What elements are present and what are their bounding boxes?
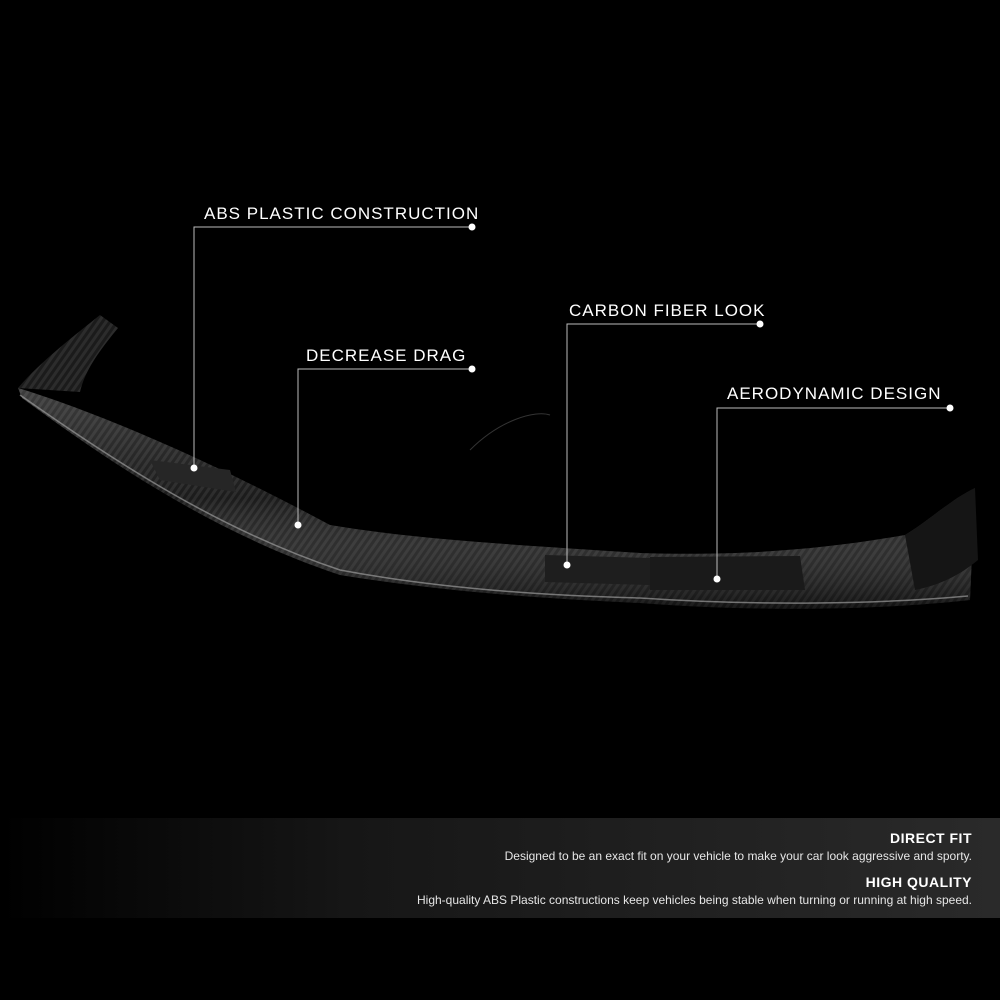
leader-carbon (567, 324, 760, 565)
feature-description: High-quality ABS Plastic constructions keep vehicles being stable when turning or running at high speed. (417, 893, 972, 907)
feature-info-band (0, 818, 1000, 918)
dot-drag-target (295, 522, 302, 529)
dot-carbon-end (757, 321, 764, 328)
panel-right (650, 556, 805, 590)
feature-title: HIGH QUALITY (865, 874, 972, 890)
lip-sheen (18, 388, 975, 609)
feature-description: Designed to be an exact fit on your vehicle to make your car look aggressive and sporty. (504, 849, 972, 863)
callout-carbon-fiber: CARBON FIBER LOOK (569, 301, 766, 320)
dot-aero-target (714, 576, 721, 583)
feature-high-quality (417, 874, 972, 907)
callout-aerodynamic: AERODYNAMIC DESIGN (727, 384, 942, 403)
callout-abs-plastic: ABS PLASTIC CONSTRUCTION (204, 204, 480, 223)
dot-aero-end (947, 405, 954, 412)
feature-direct-fit (505, 830, 972, 863)
feature-title: DIRECT FIT (890, 830, 972, 846)
dot-carbon-target (564, 562, 571, 569)
leader-drag (298, 369, 472, 525)
reflection-arc (470, 414, 550, 450)
callout-decrease-drag: DECREASE DRAG (306, 346, 467, 365)
panel-center (545, 555, 650, 585)
dot-abs-target (191, 465, 198, 472)
dot-drag-end (469, 366, 476, 373)
dot-abs-end (469, 224, 476, 231)
left-wing-tip (18, 315, 118, 392)
